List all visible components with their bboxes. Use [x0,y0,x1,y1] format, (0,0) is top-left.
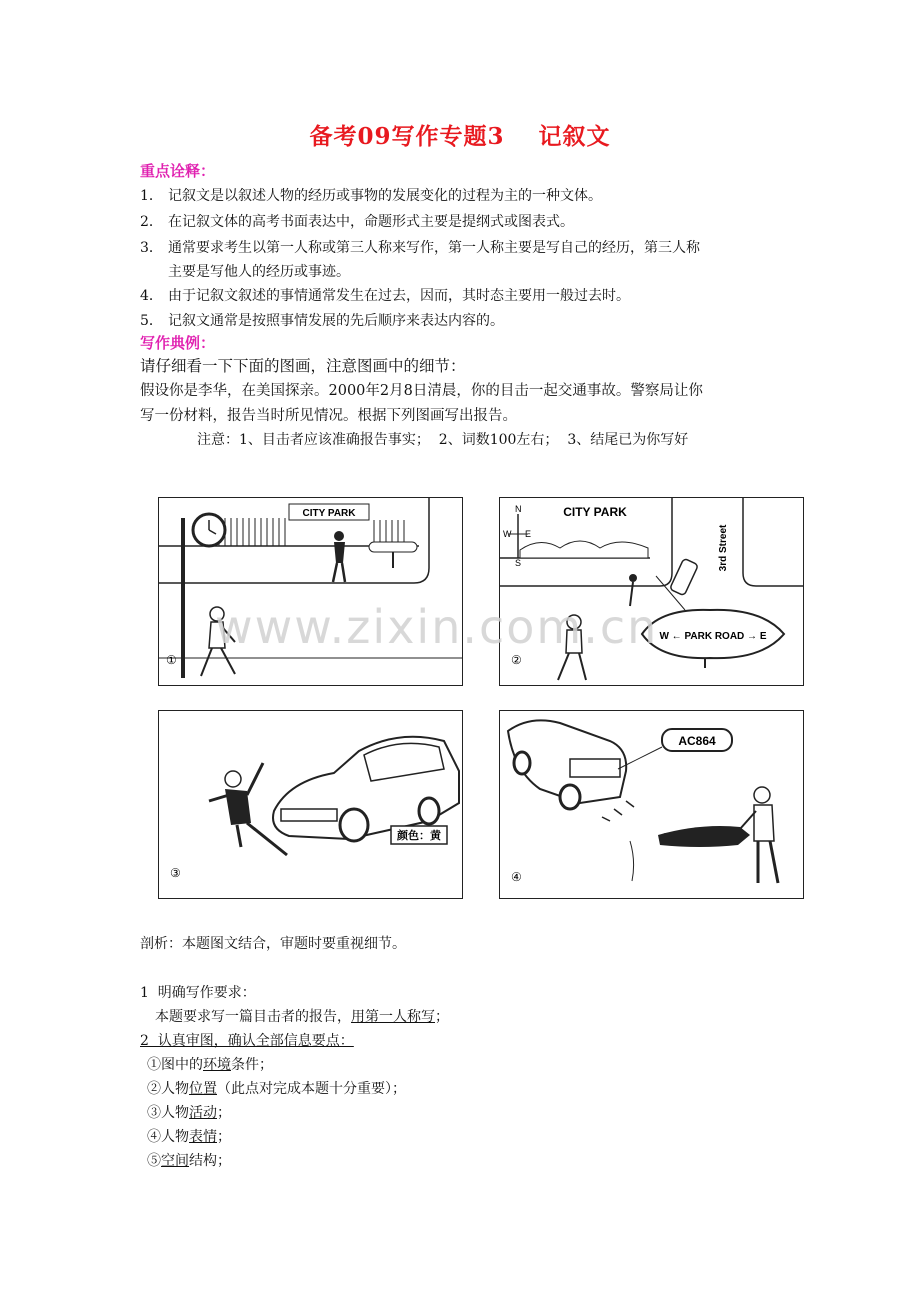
street-label: 3rd Street [718,524,729,572]
picture-2-sign: CITY PARK [563,505,627,519]
key-point-5: 5． 记叙文通常是按照事情发展的先后顺序来表达内容的。 [140,313,504,329]
example-heading: 写作典例： [140,334,216,352]
page-title [0,118,920,151]
license-plate: AC864 [678,734,716,748]
picture-1-number: ① [166,653,177,667]
picture-3-drawing [159,711,462,898]
picture-3 [158,710,463,899]
info-point-1: ①图中的环境条件； [147,1057,273,1073]
key-point-4: 4． 由于记叙文叙述的事情通常发生在过去，因而，其时态主要用一般过去时。 [140,288,630,304]
picture-2-drawing [500,498,803,685]
key-point-2: 2． 在记叙文体的高考书面表达中，命题形式主要是提纲式或图表式。 [140,214,574,230]
picture-4-drawing [500,711,803,898]
road-sign: W ← PARK ROAD → E [659,631,767,642]
task-notes: 注意：1、目击者应该准确报告事实； 2、词数100左右； 3、结尾已为你写好 [197,432,689,448]
section-1-title: 1 明确写作要求： [140,985,256,1001]
title-main: 备考09写作专题3 [309,123,505,150]
compass-s: S [515,558,522,568]
picture-2 [499,497,804,686]
info-point-5: ⑤空间结构； [147,1153,231,1169]
section-1-body: 本题要求写一篇目击者的报告，用第一人称写； [155,1009,449,1025]
title-sub: 记叙文 [538,123,611,150]
compass-n: N [515,504,522,514]
compass-w: W [503,529,512,539]
picture-4-number: ④ [511,870,522,884]
analysis-intro: 剖析：本题图文结合，审题时要重视细节。 [140,936,406,952]
example-intro: 请仔细看一下下面的图画，注意图画中的细节： [140,357,466,375]
picture-1-sign: CITY PARK [302,508,356,519]
picture-1 [158,497,463,686]
task-line-1: 假设你是李华，在美国探亲。2000年2月8日清晨，你的目击一起交通事故。警察局让你 [140,383,703,399]
picture-2-number: ② [511,653,522,667]
task-line-2: 写一份材料，报告当时所见情况。根据下列图画写出报告。 [140,408,517,424]
watermark: www.zixin.com.cn [215,600,659,654]
info-point-4: ④人物表情； [147,1129,231,1145]
car-color-label: 颜色：黄 [397,829,441,842]
key-points-heading: 重点诠释： [140,162,216,180]
info-point-2: ②人物位置（此点对完成本题十分重要）； [147,1081,406,1097]
compass-e: E [525,529,532,539]
key-point-3: 3． 通常要求考生以第一人称或第三人称来写作，第一人称主要是写自己的经历，第三人称 [140,240,700,256]
picture-4 [499,710,804,899]
picture-3-number: ③ [170,866,181,880]
section-2-title: 2 认真审图，确认全部信息要点： [140,1033,354,1049]
key-point-3-cont: 主要是写他人的经历或事迹。 [168,264,350,280]
key-point-1: 1． 记叙文是以叙述人物的经历或事物的发展变化的过程为主的一种文体。 [140,188,602,204]
picture-1-drawing [159,498,462,685]
info-point-3: ③人物活动； [147,1105,231,1121]
